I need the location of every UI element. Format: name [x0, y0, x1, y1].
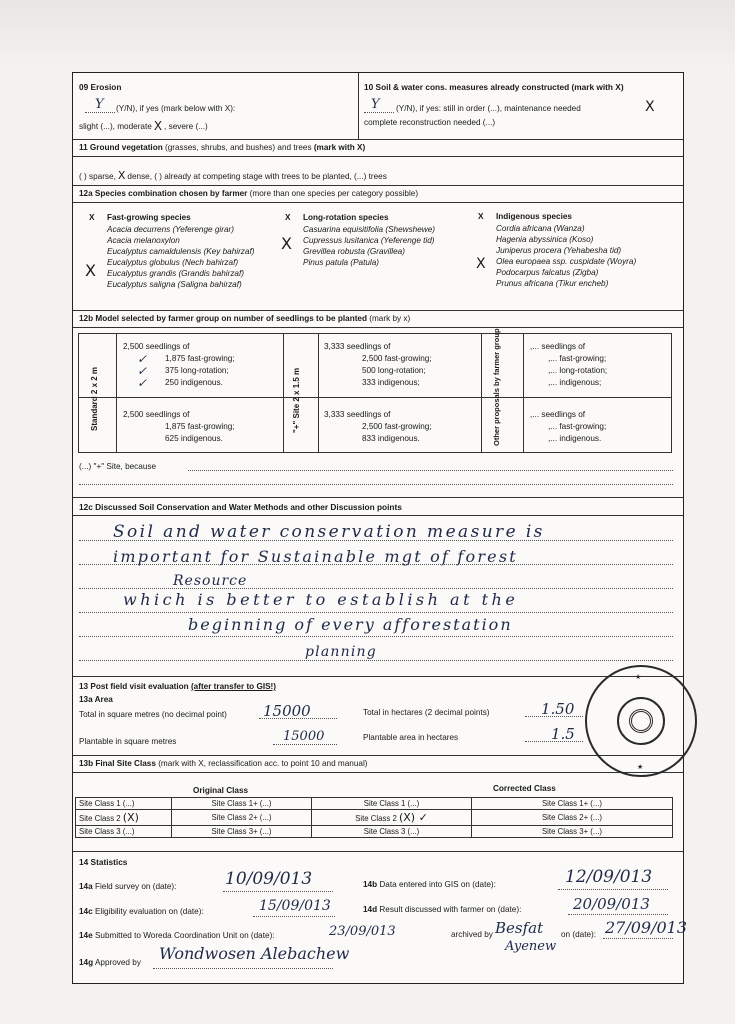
orig-class-2-mark: (X): [122, 811, 139, 824]
indig-item-3: Juniperus procera (Yehabesha tid): [496, 246, 622, 255]
oth-b-2: ,... fast-growing;: [548, 422, 607, 431]
stat-14e-date-line: [603, 938, 673, 939]
erosion-question: (Y/N), if yes (mark below with X):: [116, 104, 236, 113]
section-12b-title-b: (mark by x): [369, 314, 411, 323]
soil-cons-answer: Y: [371, 97, 380, 112]
indig-x-header: X: [478, 212, 484, 221]
corr-class-1: Site Class 1 (...): [312, 798, 472, 810]
standard-label: Standard 2 x 2 m: [90, 366, 99, 431]
stat-14a-value: 10/09/013: [225, 869, 313, 889]
long-item-1: Casuarina equisitifolia (Shewshewe): [303, 225, 435, 234]
fast-item-5: Eucalyptus grandis (Grandis bahirzaf): [107, 269, 244, 278]
stat-14c-num: 14c: [79, 907, 93, 916]
plant-sqm-label: Plantable in square metres: [79, 737, 177, 746]
indig-item-1: Cordia africana (Wanza): [496, 224, 585, 233]
seedling-grid-v4: [481, 333, 482, 453]
section-11-title-a: 11 Ground vegetation: [79, 143, 163, 152]
section-11-title: [79, 143, 365, 152]
stat-14c: [79, 907, 204, 916]
section-12b-title-a: 12b Model selected by farmer group on number of seedlings to be planted: [79, 314, 367, 323]
indig-item-4: Olea europaea ssp. cuspidate (Woyra): [496, 257, 637, 266]
site-class-title-b: (mark with X, reclassification acc. to point 10 and manual): [158, 759, 368, 768]
total-ha-label: Total in hectares (2 decimal points): [363, 708, 490, 717]
ground-veg-a: ( ) sparse,: [79, 172, 116, 181]
stat-14c-value: 15/09/013: [259, 898, 331, 914]
original-class-header: Original Class: [193, 786, 249, 795]
stat-14d: [363, 905, 521, 914]
std-a-2: 1,875 fast-growing;: [165, 354, 235, 363]
corr-class-1plus: Site Class 1+ (...): [472, 798, 673, 810]
stamp-inner-ring: [617, 697, 665, 745]
stat-14g-num: 14g: [79, 958, 94, 967]
corr-class-3: Site Class 3 (...): [312, 826, 472, 838]
erosion-answer-line: [85, 112, 115, 113]
corr-class-2-cell: [312, 810, 472, 826]
seedling-grid-mid: [78, 397, 672, 398]
section-12a: [73, 185, 683, 186]
oth-b-1: ,... seedlings of: [530, 410, 586, 419]
stat-14e-archiver-2: Ayenew: [505, 939, 557, 954]
section-10-title: 10 Soil & water cons. measures already constructed (mark with X): [364, 82, 624, 92]
site-a-4: 333 indigenous;: [362, 378, 420, 387]
ground-veg-options: [79, 169, 387, 182]
ground-veg-b: dense, ( ) already at competing stage with trees to be planted, (...) trees: [127, 172, 387, 181]
fast-x-header: X: [89, 213, 95, 222]
section-11-title-c: (mark with X): [313, 143, 366, 152]
fast-item-3: Eucalyptus camaldulensis (Key bahirzaf): [107, 247, 255, 256]
stat-14e-on: on (date):: [561, 930, 597, 939]
section-12b: [73, 310, 683, 311]
std-b-2: 1,875 fast-growing;: [165, 422, 235, 431]
stat-14g-value: Wondwosen Alebachew: [159, 944, 350, 963]
discussion-line-4: [79, 612, 673, 613]
stat-14a: [79, 882, 176, 891]
stat-14c-line: [253, 916, 335, 917]
stat-14e-text: Submitted to Woreda Coordination Unit on (date):: [94, 931, 275, 940]
discussion-text-4: which is better to establish at the: [123, 590, 519, 609]
fast-item-6: Eucalyptus saligna (Saligna bahirzaf): [107, 280, 242, 289]
indig-item-5: Podocarpus falcatus (Zigba): [496, 268, 599, 277]
site-a-2: 2,500 fast-growing;: [362, 354, 432, 363]
std-a-check-1: ✓: [137, 352, 148, 366]
oth-a-3: ,... long-rotation;: [548, 366, 608, 375]
total-sqm-line: [259, 718, 337, 719]
site-b-2: 2,500 fast-growing;: [362, 422, 432, 431]
section-13b-line: [73, 755, 683, 756]
std-a-3: 375 long-rotation;: [165, 366, 229, 375]
section-11: [73, 139, 683, 140]
oth-a-4: ,... indigenous;: [548, 378, 602, 387]
site-class-table: [75, 797, 673, 838]
section-13-title: [79, 682, 276, 691]
section-12a-title: [79, 189, 418, 198]
oth-b-3: ,... indigenous.: [548, 434, 602, 443]
discussion-text-3: Resource: [173, 573, 248, 589]
stat-14g-line: [153, 968, 333, 969]
stat-14b: [363, 880, 496, 889]
stat-14a-line: [223, 891, 333, 892]
divider-09-10: [358, 73, 359, 139]
long-cupressus-mark: X: [281, 234, 292, 253]
section-12a-inner-line: [73, 202, 683, 203]
stat-14c-text: Eligibility evaluation on (date):: [94, 907, 204, 916]
seedling-grid-v1: [116, 333, 117, 453]
stat-14d-value: 20/09/013: [573, 895, 650, 913]
stat-14e-num: 14e: [79, 931, 93, 940]
site-a-3: 500 long-rotation;: [362, 366, 426, 375]
seedling-grid-v2: [283, 333, 284, 453]
soil-cons-reconstruction: complete reconstruction needed (...): [364, 118, 496, 127]
long-item-4: Pinus patula (Patula): [303, 258, 380, 267]
indig-header: Indigenous species: [496, 212, 572, 221]
fast-globulus-mark: X: [85, 261, 96, 280]
table-row: [76, 810, 673, 826]
erosion-levels: [79, 118, 208, 132]
orig-class-1: Site Class 1 (...): [76, 798, 172, 810]
discussion-line-6: [79, 660, 673, 661]
discussion-text-1: Soil and water conservation measure is: [113, 522, 545, 542]
total-ha-line: [525, 716, 583, 717]
official-stamp: [585, 665, 697, 777]
oth-a-2: ,... fast-growing;: [548, 354, 607, 363]
stamp-emblem: [629, 709, 653, 733]
plant-ha-value: 1.5: [551, 725, 575, 743]
site-b-1: 3,333 seedlings of: [324, 410, 391, 419]
site-label: "+" Site 2 x 1.5 m: [292, 367, 301, 433]
total-sqm-value: 15000: [263, 702, 311, 720]
corr-class-2-mark: (X) ✓: [398, 811, 428, 824]
section-13: [73, 676, 683, 677]
stat-14b-value: 12/09/013: [565, 867, 653, 887]
section-09-title: 09 Erosion: [79, 82, 122, 92]
seedling-grid-v5: [523, 333, 524, 453]
stat-14d-num: 14d: [363, 905, 378, 914]
section-14: [73, 851, 683, 852]
section-14-title: 14 Statistics: [79, 857, 128, 867]
erosion-levels-a: slight (...), moderate: [79, 122, 152, 131]
stat-14e: [79, 931, 275, 940]
plant-ha-label: Plantable area in hectares: [363, 733, 459, 742]
stat-14g-text: Approved by: [94, 958, 141, 967]
bleed-through-text: [120, 8, 123, 20]
section-11-inner-line: [73, 156, 683, 157]
std-a-1: 2,500 seedlings of: [123, 342, 190, 351]
stat-14b-line: [558, 889, 668, 890]
section-11-title-b: (grasses, shrubs, and bushes) and trees: [165, 143, 312, 152]
stat-14b-text: Data entered into GIS on (date):: [379, 880, 496, 889]
ground-veg-dense-mark: X: [117, 169, 126, 182]
other-label: Other proposals by farmer group: [492, 328, 501, 446]
corrected-class-header: Corrected Class: [493, 784, 556, 793]
stamp-star-bottom: ★: [637, 764, 644, 771]
corr-class-2: Site Class 2: [355, 814, 397, 823]
area-title: 13a Area: [79, 695, 113, 704]
site-class-title-a: 13b Final Site Class: [79, 759, 156, 768]
stat-14b-num: 14b: [363, 880, 378, 889]
stat-14e-archiver: Besfat: [495, 919, 544, 937]
section-12a-title-a: 12a Species combination chosen by farmer: [79, 189, 248, 198]
stat-14e-archived: archived by: [451, 930, 493, 939]
stamp-star-top: ★: [635, 674, 642, 681]
soil-cons-answer-line: [364, 112, 394, 113]
site-a-1: 3,333 seedlings of: [324, 342, 391, 351]
plant-sqm-line: [273, 744, 337, 745]
indig-item-2: Hagenia abyssinica (Koso): [496, 235, 594, 244]
orig-class-1plus: Site Class 1+ (...): [172, 798, 312, 810]
stat-14e-value: 23/09/013: [329, 924, 396, 939]
orig-class-2: Site Class 2: [79, 814, 121, 823]
section-13b-inner-line: [73, 772, 683, 773]
plant-ha-line: [525, 741, 583, 742]
orig-class-2-cell: [76, 810, 172, 826]
site-b-3: 833 indigenous.: [362, 434, 420, 443]
std-a-4: 250 indigenous.: [165, 378, 223, 387]
discussion-text-2: important for Sustainable mgt of forest: [113, 547, 518, 566]
site-because-line-2: [79, 484, 673, 485]
plant-sqm-value: 15000: [283, 729, 325, 744]
section-12c: [73, 497, 683, 498]
erosion-moderate-mark: X: [153, 119, 163, 133]
std-b-1: 2,500 seedlings of: [123, 410, 190, 419]
section-12b-title: [79, 314, 410, 323]
indig-item-6: Prunus africana (Tikur encheb): [496, 279, 609, 288]
soil-cons-question: (Y/N), if yes: still in order (...), maintenance needed: [396, 104, 581, 113]
section-12a-title-b: (more than one species per category possible): [249, 189, 419, 198]
seedling-grid-v3: [318, 333, 319, 453]
long-header: Long-rotation species: [303, 213, 389, 222]
total-ha-value: 1.50: [541, 700, 575, 718]
page-top-shadow: [0, 0, 735, 70]
site-class-title: [79, 759, 368, 768]
maintenance-mark: X: [645, 99, 655, 115]
section-12c-inner-line: [73, 515, 683, 516]
fast-item-4: Eucalyptus globulus (Nech bahirzaf): [107, 258, 239, 267]
stat-14d-text: Result discussed with farmer on (date):: [379, 905, 522, 914]
fast-header: Fast-growing species: [107, 213, 191, 222]
std-a-check-2: ✓: [137, 364, 148, 378]
section-12b-inner-line: [73, 327, 683, 328]
discussion-line-5: [79, 636, 673, 637]
fast-item-2: Acacia melanoxylon: [107, 236, 180, 245]
stat-14a-num: 14a: [79, 882, 93, 891]
fast-item-1: Acacia decurrens (Yeferenge girar): [107, 225, 234, 234]
std-a-check-3: ✓: [137, 376, 148, 390]
long-item-3: Grevillea robusta (Gravillea): [303, 247, 405, 256]
erosion-answer: Y: [95, 97, 104, 112]
stat-14g: [79, 958, 141, 967]
erosion-levels-b: , severe (...): [164, 122, 208, 131]
orig-class-2plus: Site Class 2+ (...): [172, 810, 312, 826]
oth-a-1: ,... seedlings of: [530, 342, 586, 351]
discussion-text-6: planning: [305, 644, 377, 660]
orig-class-3: Site Class 3 (...): [76, 826, 172, 838]
discussion-text-5: beginning of every afforestation: [188, 615, 513, 634]
long-x-header: X: [285, 213, 291, 222]
orig-class-3plus: Site Class 3+ (...): [172, 826, 312, 838]
total-sqm-label: Total in square metres (no decimal point): [79, 710, 227, 719]
table-row: [76, 798, 673, 810]
section-13-title-b: (after transfer to GIS!): [190, 682, 277, 691]
discussion-line-3: [79, 588, 673, 589]
indig-olea-mark: X: [476, 256, 486, 272]
std-b-3: 625 indigenous.: [165, 434, 223, 443]
stat-14d-line: [568, 914, 668, 915]
long-item-2: Cupressus lusitanica (Yeferenge tid): [303, 236, 435, 245]
stat-14e-date: 27/09/013: [605, 918, 688, 937]
corr-class-3plus: Site Class 3+ (...): [472, 826, 673, 838]
corr-class-2plus: Site Class 2+ (...): [472, 810, 673, 826]
site-because-label: (...) "+" Site, because: [79, 462, 157, 471]
section-12c-title: 12c Discussed Soil Conservation and Water Methods and other Discussion points: [79, 502, 402, 512]
stat-14a-text: Field survey on (date):: [94, 882, 177, 891]
section-13-title-a: 13 Post field visit evaluation: [79, 682, 189, 691]
site-because-line-1: [188, 470, 673, 471]
form-sheet: [72, 72, 688, 984]
table-row: [76, 826, 673, 838]
